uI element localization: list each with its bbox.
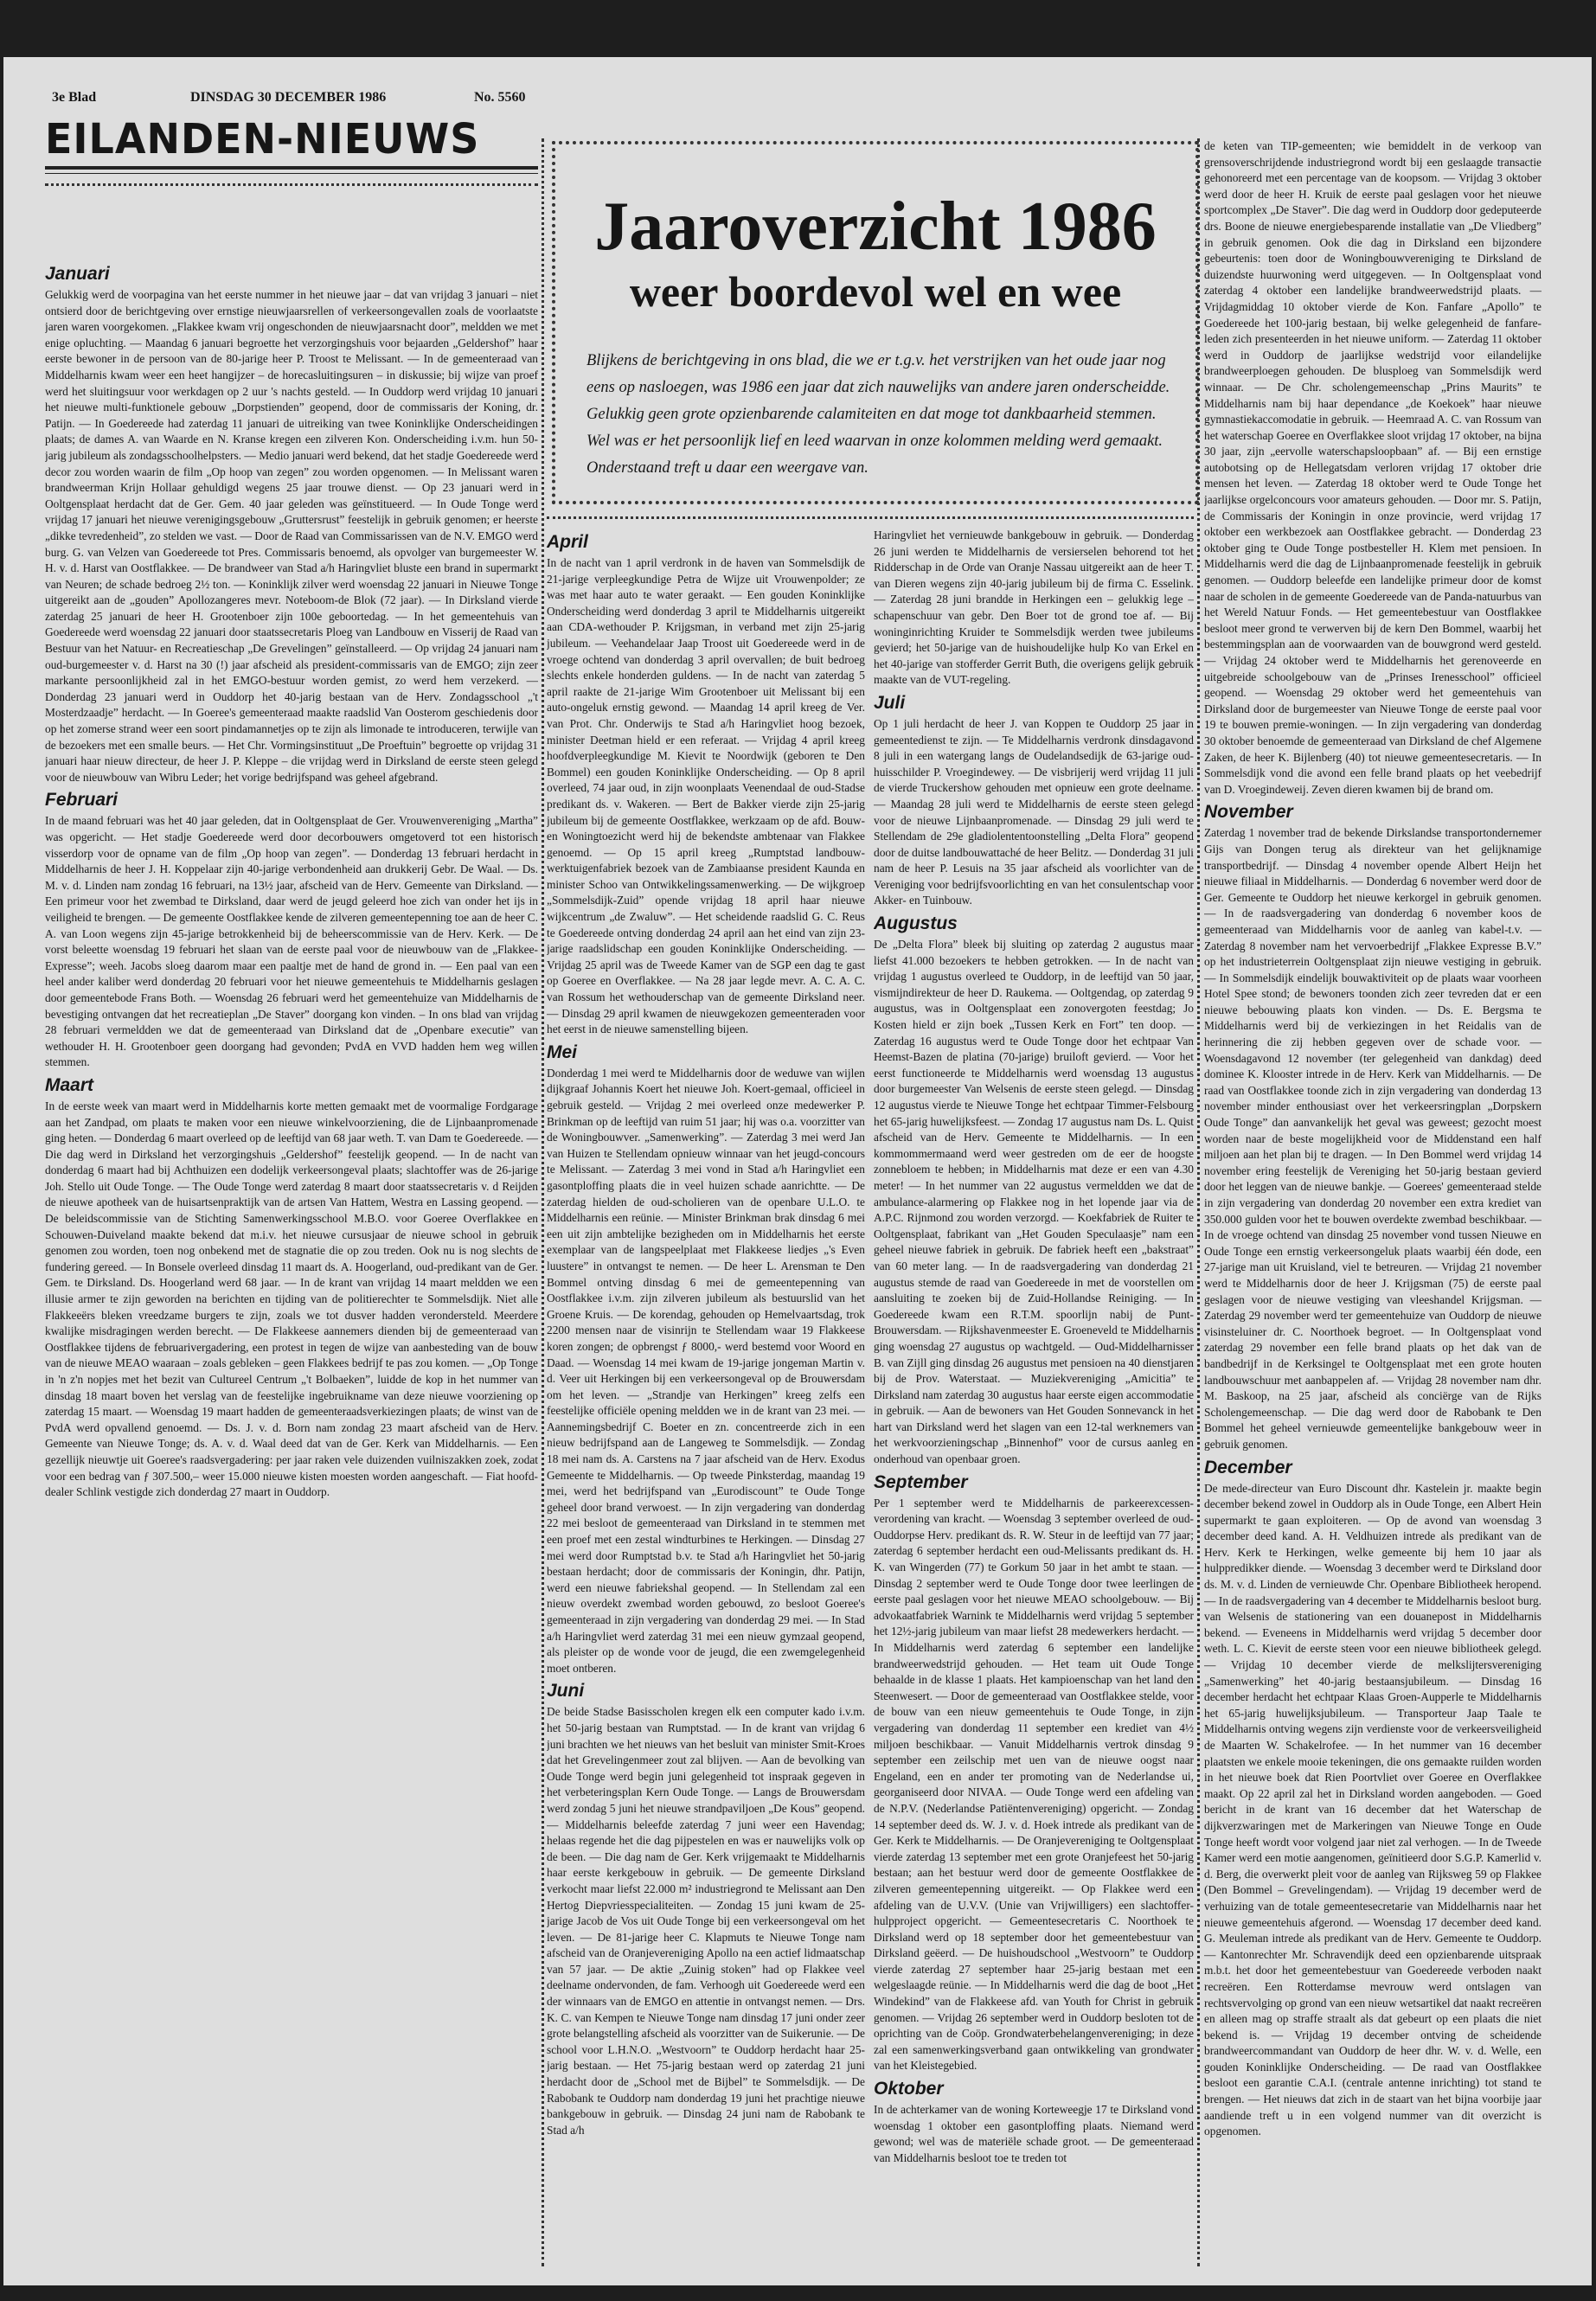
section-text-oktober-continued: de keten van TIP-gemeenten; wie bemiddelt in de verkoop van grensoverschrijdende industriegrond wordt bij een geslaagde transactie gehonoreerd met een percentage van de koopsom. — Vrijdag 3 oktober werd door de heer H. Kruik de eerste paal geslagen voor het nieuwe sportcomplex „De Staver”. Die dag werd in Ouddorp door gedeputeerde drs. Boone de nieuwe energiebesparende installatie van „De Vliedberg” in gebruik genomen. Ook die dag in Dirksland een bijzondere gebeurtenis: toen door de Woningbouwvereniging te Dirksland de duizendste huurwoning werd uitgegeven. — In Ooltgensplaat vond zaterdag 4 oktober een landelijke brandweerwedstrijd plaats. — Vrijdagmiddag 10 oktober vierde de Kon. Fanfare „Apollo” te Goedereede het 100-jarig bestaan, bij welke gelegenheid de fanfare-leden zich presenteerden in het nieuwe uniform. — Zaterdag 11 oktober werd in Ouddorp de jaarlijkse wedstrijd voor eilandelijke brandweerploegen gehouden. De blusploeg van Sommelsdijk werd winnaar. — De Chr. scholengemeenschap „Prins Maurits” te Middelharnis nam bij haar dependance „de Koekoek” haar nieuwe gymnastiekaccomodatie in gebruik. — Heemraad A. C. van Rossum van het waterschap Goeree en Overflakkee sloot vrijdag 17 oktober, na bijna 30 jaar, zijn „eervolle waterschapsloopbaan” af. — Bij een ernstige autobotsing op de Hellegatsdam verloren vrijdag 17 oktober drie mensen het leven. — Zaterdag 18 oktober werd te Oude Tonge het jaarlijkse orgelconcours voor amateurs gehouden. — Door mr. S. Patijn, de Commissaris der Koningin in onze provincie, werd vrijdag 17 oktober een werkbezoek aan Oostflakkee gebracht. — Donderdag 23 oktober ging te Oude Tonge postbesteller H. Klem met pensioen. In Middelharnis werd die dag de Lijnbaanpromenade feestelijk in gebruik genomen. — Ouddorp beleefde een landelijke primeur door de komst naar de scholen in de gemeente Goedereede van de Panda-natuurbus van het Wereld Natuur Fonds. — Het gemeentebestuur van Oostflakkee besloot meer grond te verwerven bij de kern Den Bommel, waarbij het bestemmingsplan aan de voorwaarden van de bouwgrond werd gesteld. — Vrijdag 24 oktober werd te Middelharnis het gerenoveerde en uitgebreide schoolgebouw van de „Prinses Irenesschool” officieel geopend. — Woensdag 29 oktober werd het gemeentehuis van Dirksland door de burgemeester van Nieuwe Tonge de eerste paal voor 19 te bouwen premie-woningen. — In zijn vergadering van donderdag 30 oktober benoemde de gemeenteraad van Dirksland de chef Algemene Zaken, de heer K. Bijlenberg (40) tot nieuwe gemeentesecretaris. — In Sommelsdijk vond die avond een felle brand plaats op het veebedrijf van D. Vroegindeweij. Zeven dieren kwamen bij de brand om.: [1204, 139, 1542, 796]
section-heading-september: September: [874, 1471, 968, 1492]
intro-line: Onderstaand treft u daar een weergave van.: [586, 459, 869, 477]
section-text-juni: De beide Stadse Basisscholen kregen elk een computer kado i.v.m. het 50-jarig bestaan van Rumptstad. — In de krant van vrijdag 6 juni brachten we het nieuws van het besluit van minister Smit-Kroes dat het Grevelingenmeer zout zal blijven. — Aan de bevolking van Oude Tonge werd begin juni gelegenheid tot inspraak gegeven in het verbeteringsplan Kern Oude Tonge. — Langs de Brouwersdam werd zondag 5 juni het nieuwe strandpaviljoen „De Kous” geopend. — Middelharnis beleefde zaterdag 7 juni weer een Havendag; helaas regende het die dag pijpestelen en was er nauwelijks volk op de been. — Die dag nam de Ger. Kerk vrijgemaakt te Middelharnis haar eerste kerkgebouw in gebruik. — De gemeente Dirksland verkocht maar liefst 22.000 m² industriegrond te Melissant aan Den Hertog Diepvriesspecialiteiten. — Zondag 15 juni kwam de 25-jarige Jacob de Vos uit Oude Tonge bij een verkeersongeval om het leven. — De 81-jarige heer C. Klapmuts te Nieuwe Tonge nam afscheid van de Oranjevereniging Apollo na een actief lidmaatschap van 57 jaar. — De aktie „Zuinig stoken” had op Flakkee veel deelname ondervonden, de fam. Verhoogh uit Goedereede werd een der winnaars van de EMGO en attentie in ontvangst nemen. — Drs. K. C. van Kempen te Nieuwe Tonge nam dinsdag 17 juni onder zeer grote belangstelling afscheid als voorzitter van de Suikerunie. — De school voor L.H.N.O. „Westvoorn” te Ouddorp herdacht haar 25-jarig bestaan. — Het 75-jarig bestaan werd op zaterdag 21 juni herdacht door de „School met de Bijbel” te Sommelsdijk. — De Rabobank te Ouddorp nam donderdag 19 juni het prachtige nieuwe bankgebouw in gebruik. — Dinsdag 24 juni nam de Rabobank te Stad a/h: [547, 1705, 865, 2137]
column-4: [1204, 138, 1542, 2266]
intro-line: Blijkens de berichtgeving in ons blad, die we er t.g.v. het verstrijken van het oude jaar nog: [586, 352, 1166, 369]
headline-intro: [586, 348, 1175, 482]
masthead-thin-rule: [45, 173, 538, 174]
masthead-rule: [45, 166, 538, 170]
intro-line: eens op nasloegen, was 1986 een jaar dat zich nauwelijks van andere jaren onderscheidde.: [586, 379, 1170, 396]
section-text-september: Per 1 september werd te Middelharnis de parkeerexcessen-verordening van kracht. — Woensdag 3 september overleed de oud-Ouddorpse Herv. predikant ds. R. W. Steur in de leeftijd van 77 jaar; zaterdag 6 september herdacht een oud-Melissants predikant ds. H. K. van Wingerden (77) te Gorkum 50 jaar in het ambt te staan. — Dinsdag 2 september werd te Oude Tonge door twee leerlingen de eerste paal geslagen voor het nieuwe MEAO schoolgebouw. — Bij advokaatfabriek Warnink te Middelharnis werd vrijdag 5 september het 12½-jarig jubileum van maar liefst 28 medewerkers herdacht. — In Middelharnis werd zaterdag 6 september een landelijke brandweerwedstrijd gehouden. — Het team uit Oude Tonge behaalde in de klasse 1 plaats. Het kampioenschap van het land den Steenwesert. — Door de gemeenteraad van Oostflakkee stelde, voor de bouw van een nieuw gemeentehuis te Oude Tonge, in zijn vergadering van donderdag 11 september een krediet van 4½ miljoen beschikbaar. — Vanuit Middelharnis vertrok dinsdag 9 september een zeilschip met uen van de nieuwe oogst naar Engeland, een en ander ter promoting van de Nederlandse ui, georganiseerd door NIVAA. — Oude Tonge werd een afdeling van de N.P.V. (Nederlandse Patiëntenvereniging) opgericht. — Zondag 14 september deed ds. W. J. v. d. Hoek intrede als predikant van de Ger. Kerk te Middelharnis. — De Oranjevereniging te Ooltgensplaat vierde zaterdag 13 september met een grote Oranjefeest het 50-jarig bestaan; aan het bestuur werd door de gemeente Oostflakkee de zilveren gemeentepenning uitgereikt. — Op Flakkee werd een afdeling van de U.V.V. (Unie van Vrijwilligers) een slachtoffer-hulpproject opgericht. — Gemeentesecretaris C. Noorthoek te Dirksland werd op 18 september door het gemeentebestuur van Dirksland geëerd. — De huishoudschool „Westvoorn” te Ouddorp vierde zaterdag 27 september haar 25-jarig bestaan met een welgeslaagde reünie. — In Middelharnis werd die dag de boot „Het Windekind” van de Flakkeese afd. van Youth for Christ in gebruik genomen. — Vrijdag 26 september werd in Ouddorp besloten tot de oprichting van de Coöp. Grondwaterbehelangenvereniging; in deze zal een samenwerkingsverband gaan ontwikkeling van grondwater van het Kleistegebied.: [874, 1496, 1194, 2073]
intro-line: Wel was er het persoonlijk lief en leed waarvan in onze kolommen melding werd gemaakt.: [586, 433, 1163, 450]
intro-line: Gelukkig geen grote opzienbarende calamiteiten en dat moge tot dankbaarheid stemmen.: [586, 406, 1157, 423]
column-3: [874, 528, 1194, 2266]
section-text-november: Zaterdag 1 november trad de bekende Dirkslandse transportondernemer Gijs van Dongen terug als direkteur van het gelijknamige transportbedrijf. — Dinsdag 4 november opende Albert Heijn het nieuwe filiaal in Middelharnis. — Donderdag 6 november werd door de Ger. Gemeente te Ouddorp het nieuwe kerkorgel in gebruik genomen. — In de raadsvergadering van donderdag 6 november koos de gemeenteraad van Middelharnis voor de aanleg van kabel-t.v. — Zaterdag 8 november nam het vervoerbedrijf „Flakkee Expresse B.V.” op het industrieterrein Ooltgensplaat zijn nieuwe vestiging in gebruik. — In Sommelsdijk eindelijk bouwaktiviteit op de plaats waar voorheen Hotel Spee stond; de bewoners toonden zich zeer tevreden dat er een nieuwe bebouwing plaats kon vinden. — Ds. E. Bergsma te Middelharnis werd bij de verkiezingen in het Reidalis van de herinnering die zij hebben gegeven over de schade voor. — Woensdagavond 12 november (ter gelegenheid van dankdag) deed dominee K. Klooster intrede in de Herv. Kerk van Middelharnis. — De raad van Oostflakkee toonde zich in zijn vergadering van donderdag 13 november minder enthousiast over het verkeersringplan „Dorpskern Oude Tonge” dan aanvankelijk het geval was geweest; gezocht moest worden naar de beste mogelijkheid voor de Middenstand een half miljoen aan het plan bij te dragen. — In Den Bommel werd vrijdag 14 november ering feestelijk de Vereniging het 50-jarig bestaan gevierd door het leggen van de nieuwe bankje. — Goerees' gemeenteraad stelde in zijn vergadering van donderdag 20 november een extra krediet van 350.000 gulden voor het te bouwen overdekte zwembad beschikbaar. — In de vroege ochtend van dinsdag 25 november vond tussen Nieuwe en Oude Tonge een ernstig verkeersongeluk plaats waarbij één dode, een 27-jarige man uit Kruisland, viel te betreuren. — Vrijdag 21 november werd te Middelharnis door de heer J. Krijgsman (75) de eerste paal geslagen voor de nieuwe vestiging van vleeshandel Krijgsman. — Zaterdag 29 november werd ter gemeentehuize van Ouddorp de nieuwe visinsteluiner dr. C. Noorthoek begroet. — In Ooltgensplaat vond zaterdag 29 november een felle brand plaats op het dak van de bandbedrijf in de Kerksingel te Ooltgensplaat met een grote houten landbouwschuur met aanbappelen af. — Vrijdag 28 november nam dhr. M. Baskoop, na 25 jaar, afscheid als conciërge van de Rijks Scholengemeenschap. — Die dag werd door de Rabobank te Den Bommel het geheel vernieuwde gemeentelijke bankgebouw weer in gebruik genomen.: [1204, 826, 1542, 1451]
masthead: EILANDEN-NIEUWS: [45, 113, 480, 163]
page-label: 3e Blad: [52, 90, 97, 105]
section-text-december: De mede-directeur van Euro Discount dhr. Kastelein jr. maakte begin december bekend zowel in Ouddorp als in Oude Tonge, een Albert Hein supermarkt te gaan exploiteren. — Op de avond van woensdag 3 december deed kand. A. H. Veldhuizen intrede als predikant van de Herv. Kerk te Herkingen, welke gemeente bij hem 10 jaar als hulppredikker diende. — Woensdag 3 december werd te Dirksland door ds. M. v. d. Linden de vernieuwde Chr. Openbare Bibliotheek heropend. — In de raadsvergadering van 4 december te Middelharnis besloot burg. van Welsenis de stationering van een douanepost in Middelharnis bekend. — Eveneens in Middelharnis werd vrijdag 5 december door weth. L. C. Kievit de eerste steen voor een nieuwe bibliotheek gelegd. — Vrijdag 10 december vierde de melkslijtersvereniging „Samenwerking” het 40-jarig bestaansjubileum. — Dinsdag 16 december herdacht het echtpaar Klaas Groen-Aupperle te Middelharnis het 65-jarig huwelijksjubileum. — Transporteur Jaap Taale te Middelharnis ontving wegens zijn verdienste voor de verkeersveiligheid de Maarten W. Schakelrofee. — In het nummer van 16 december plaatsten we enkele mooie tekeningen, die ons gemaakte ruilden worden in het nieuwe boek dat Rien Poortvliet over Goeree en Overflakkee maakt. Op 22 april zal het in Dirksland worden aangeboden. — Goed bericht in de krant van 16 december dat het Waterschap de dijkverzwaringen met de Markeringen van Nieuwe Tonge en Oude Tonge heeft wordt voor volgend jaar niet zal verhogen. — In de Tweede Kamer werd een motie aangenomen, geïnitieerd door S.G.P. Kamerlid v. d. Berg, die overwerkt pleit voor de aanleg van Rijksweg 59 op Flakkee (Den Bommel – Grevelingendam). — Vrijdag 19 december werd de verhuizing van de totale gemeentesecretarie van Middelharnis naar het nieuwe gemeentehuis afgerond. — Woensdag 17 december deed kand. G. Meuleman intrede als predikant van de Herv. Gemeente te Ouddorp. — Kantonrechter Mr. Schravendijk deed een opzienbarende uitspraak m.b.t. het door het gemeentebestuur van Goedereede verboden naakt recreëren. Een Rotterdamse mevrouw werd ontslagen van rechtsvervolging op grond van een nieuw wetsartikel dat naakt recreëren en alleen mag op straffe straalt als dat gebeurt op een plaats die niet bekend is. — Vrijdag 19 december ontving de scheidende brandweercommandant van Ouddorp de heer dhr. W. v. d. Welle, een gouden Koninklijke Onderscheiding. — De raad van Oostflakkee besloot een garantie C.A.I. (centrale antenne inrichting) tot stand te brengen. — Het nieuws dat zich in de staart van het bijna voorbije jaar aandiende treft u in een volgend nummer van dit overzicht is opgenomen.: [1204, 1481, 1542, 2138]
issue-number: No. 5560: [474, 90, 526, 105]
column-rule: [547, 516, 1194, 519]
headline-box: [552, 141, 1199, 504]
section-text-april: In de nacht van 1 april verdronk in de haven van Sommelsdijk de 21-jarige verpleegkundige Petra de Wijze uit Vrouwenpolder; ze was met haar auto te water geraakt. — Een gouden Koninklijke Onderscheiding werd donderdag 3 april te Middelharnis uitgereikt aan CDA-wethouder P. Krijgsman, in verband met zijn 25-jarig jubileum. — Veehandelaar Jaap Troost uit Goedereede werd in de vroege ochtend van donderdag 3 april overvallen; de buit bedroeg slechts enkele honderden guldens. — In de nacht van zaterdag 5 april raakte de 21-jarige Wim Grootenboer uit Melissant bij een auto-ongeluk ernstig gewond. — Maandag 14 april kreeg de Ver. van Prot. Chr. Onderwijs te Stad a/h Haringvliet hoog bezoek, minister Deetman hield er een referaat. — Vrijdag 4 april kreeg hoofdverpleegkundige M. Kievit te Noordwijk (geboren te Den Bommel) een gouden Koninklijke Onderscheiding. — Op 8 april overleed, 74 jaar oud, in zijn woonplaats Veenendaal de oud-Stadse predikant ds. v. Wakeren. — Bert de Bakker vierde zijn 25-jarig jubileum bij de gemeente Oostflakkee, werkzaam op de afd. Bouw- en Woningtoezicht werd hij de bekendste ambtenaar van Flakkee genoemd. — Op 15 april kreeg „Rumptstad landbouw-werktuigenfabriek bezoek van de Zambiaanse president Kaunda en minister Schoo van Ontwikkelingssamenwerking. — De wijkgroep „Sommelsdijk-Zuid” opende vrijdag 18 april haar nieuwe wijkcentrum „de Zwaluw”. — Het scheidende raadslid G. C. Reus te Goedereede ontving donderdag 24 april aan het eind van zijn 23-jarige raadslidschap een gouden Koninklijke Onderscheiding. — Vrijdag 25 april was de Tweede Kamer van de SGP een dag te gast op Goeree en Overflakkee. — Na 28 jaar legde mevr. A. C. A. C. van Rossum het wethouderschap van de gemeente Dirksland neer. — Dinsdag 29 april kwamen de nieuwgekozen gemeenteraden voor het eerst in de nieuwe samenstelling bijeen.: [547, 556, 865, 1036]
section-text-maart: In de eerste week van maart werd in Middelharnis korte metten gemaakt met de voormalige Fordgarage aan het Zandpad, om plaats te maken voor een nieuwe winkelvoorziening, die de Lijnbaanpromenade ging heten. — Donderdag 6 maart overleed op de leeftijd van 68 jaar weth. T. van Dam te Goedereede. — Die dag werd in Dirksland het verzorgingshuis „Geldershof” feestelijk geopend. — In de nacht van donderdag 6 maart had bij Achthuizen een dodelijk verkeersongeval plaats; slachtoffer was de 26-jarige Joh. Stello uit Oude Tonge. — The Oude Tonge werd zaterdag 8 maart door staatssecretaris v. d Reijden de nieuwe apotheek van de huisartsenpraktijk van de artsen Van Hattem, Westra en Lassing geopend. — De beleidscommissie van de Stichting Samenwerkingsschool M.B.O. voor Goeree Overflakkee en Schouwen-Duiveland maakte bekend dat m.i.v. het nieuwe cursusjaar de nieuwe school in gebruik genomen zou worden, toen nog onbekend met de stagnatie die op zou treden. Ook nu is nog slechts de fundering gereed. — In Bonsele overleed dinsdag 11 maart ds. A. Hoogerland, oud-predikant van de Ger. Gem. te Dirksland. Ds. Hoogerland werd 68 jaar. — In de krant van vrijdag 14 maart meldden we een illusie armer te zijn geworden na berichten en tijding van de politierechter te Sommelsdijk. Niet alle Flakkeeërs bleken vreedzame burgers te zijn, zoals we tot dusver hadden verondersteld. Meerdere kwalijke misdragingen werden berecht. — De Flakkeese aannemers dienden bij de gemeenteraad van Oostflakkee tijdens de februarivergadering, een protest in tegen de wijze van aanbesteding van de bouw van de nieuwe MEAO waaraan – zoals gebleken – geen Flakkees bedrijf te pas zou komen. — „Op Tonge in 'n z'n nopjes met het bezit van Cultureel Centrum „'t Bolbaeken”, luidde de kop in het nummer van dinsdag 18 maart boven het verslag van de feestelijke ingebruikname van deze nieuwe voorziening op zaterdag 15 maart. — Woensdag 19 maart hadden de gemeenteraadsverkiezingen plaats; de winst van de PvdA werd opvallend genoemd. — Ds. J. v. d. Born nam zondag 23 maart afscheid van de Herv. Gemeente van Nieuwe Tonge; ds. A. v. d. Waal deed dat van de Ger. Kerk van Middelharnis. — Een gezellijk nieuwtje uit Goeree's raadsvergadering: per jaar raken vele duizenden vuilniszakken zoek, zodat voor een bedrag van ƒ 307.500,– weer 15.000 nieuwe kisten moesten worden aangeschaft. — Fiat hoofd-dealer Schlink vestigde zich donderdag 27 maart in Ouddorp.: [45, 1099, 538, 1499]
section-heading-januari: Januari: [45, 264, 110, 284]
section-heading-februari: Februari: [45, 790, 119, 811]
section-heading-december: December: [1204, 1457, 1292, 1477]
section-heading-mei: Mei: [547, 1042, 578, 1062]
section-heading-augustus: Augustus: [874, 913, 958, 934]
section-heading-oktober: Oktober: [874, 2079, 944, 2099]
section-text-februari: In de maand februari was het 40 jaar geleden, dat in Ooltgensplaat de Ger. Vrouwenvereniging „Martha” was opgericht. — Het stadje Goedereede werd door decorbouwers omgetoverd tot een historisch visserdorp voor de opname van de film „Op hoop van zegen”. — Donderdag 13 februari herdacht in Middelharnis de heer J. H. Koppelaar zijn 40-jarige verbondenheid aan drukkerij Gebr. De Waal. — Ds. M. v. d. Linden nam zondag 16 februari, na 13½ jaar, afscheid van de Herv. Gemeente van Dirksland. — Een primeur voor het zwembad te Dirksland, daar werd de jeugd geleerd hoe zich van onder het ijs in veiligheid te brengen. — De gemeente Oostflakkee kende de zilveren gemeentepenning toe aan de heer C. A. van Loon wegens zijn 45-jarige betrokkenheid bij de beheerscommissie van de Herv. Kerk. — De vorst beleette woensdag 19 februari het slaan van de eerste paal voor de nieuwbouw van de „Flakkee-Expresse”; weeh. Jacobs sloeg daarom maar een paaltje met de hand de grond in. — Een paal van een heel ander kaliber werd donderdag 20 februari voor het nieuwe gemeentehuis te Middelharnis geslagen door gemeentebode Frans Both. — Woensdag 26 februari werd het gemeentehuize van Middelharnis de bevestiging ontvangen dat het recreatieplan „De Staver” doorgang kon vinden. – In ons blad van vrijdag 28 februari vermeldden we dat de gemeenteraad van Dirksland dat de „Openbare executie” van wethouder H. H. Grootenboer geen doorgang had gevonden; PvdA en VVD hadden hem weg willen stemmen.: [45, 814, 538, 1069]
issue-date: DINSDAG 30 DECEMBER 1986: [190, 90, 387, 105]
column-divider: [1197, 138, 1200, 2266]
section-text-mei: Donderdag 1 mei werd te Middelharnis door de weduwe van wijlen dijkgraaf Johannis Koert het nieuwe Joh. Koert-gemaal, officieel in gebruik gesteld. — Vrijdag 2 mei overleed onze medewerker P. Brinkman op de leeftijd van ruim 51 jaar; hij was o.a. voorzitter van de Woningbouwver. „Samenwerking”. — Zaterdag 3 mei werd Jan van Huizen te Stellendam opnieuw winnaar van het jeugd-concours te Melissant. — Zaterdag 3 mei vond in Stad a/h Haringvliet een gasontploffing plaats die in veel huizen schade aanrichtte. — De zaterdag hielden de oud-scholieren van de openbare U.L.O. te Middelharnis een reünie. — Minister Brinkman brak dinsdag 6 mei een uit zijn ambtelijke bezigheden om in Middelharnis het eerste exemplaar van de langspeelplaat met Flakkeese liedjes „'s Even luustere” in ontvangst te nemen. — De heer L. Arensman te Den Bommel ontving dinsdag 6 mei de gemeentepenning van Oostflakkee i.v.m. zijn zilveren jubileum als bestuurslid van het Groene Kruis. — De korendag, gehouden op Hemelvaartsdag, trok 2200 mensen naar de visinrijn te Stellendam waar 19 Flakkeese koren zongen; de opbrengst ƒ 8000,- werd bestemd voor Woord en Daad. — Woensdag 14 mei kwam de 19-jarige jongeman Martin v. d. Veer uit Herkingen bij een verkeersongeval op de Brouwersdam om het leven. — „Strandje van Herkingen” kreeg zelfs een feestelijke officiële opening meldden we in de krant van 23 mei. — Aannemingsbedrijf C. Boeter en zn. concentreerde zich in een nieuw bedrijfspand aan de Langeweg te Sommelsdijk. — Zondag 18 mei nam ds. A. Carstens na 7 jaar afscheid van de Herv. Exodus Gemeente te Middelharnis. — Op tweede Pinksterdag, maandag 19 mei, werd het bedrijfspand van „Eurodiscount” te Oude Tonge geheel door brand verwoest. — In zijn vergadering van donderdag 22 mei besloot de gemeenteraad van Dirksland in te stemmen met een proef met een zestal windturbines te Herkingen. — Dinsdag 27 mei werd door Rumptstad b.v. te Stad a/h Haringvliet het 50-jarig bestaan herdacht; door de commissaris der Koningin, dhr. Patijn, werd een nieuwe fabriekshal geopend. — In Stellendam zal een nieuw overdekt zwembad worden gebouwd, zo besloot Goeree's gemeenteraad in zijn vergadering van donderdag 29 mei. — In Stad a/h Haringvliet werd zaterdag 31 mei een nieuw gymzaal geopend, als pleister op de wonde voor de jeugd, die een zwemgelegenheid moet ontberen.: [547, 1066, 865, 1675]
section-heading-april: April: [547, 532, 588, 552]
headline-title: Jaaroverzicht 1986: [594, 189, 1157, 265]
column-rule: [45, 183, 538, 186]
headline-subtitle: weer boordevol wel en wee: [629, 267, 1122, 316]
column-1: [45, 260, 538, 2266]
section-heading-november: November: [1204, 802, 1293, 823]
section-text-juni-continued: Haringvliet het vernieuwde bankgebouw in gebruik. — Donderdag 26 juni werden te Middelharnis de versierselen behorend tot het Ridderschap in de Orde van Oranje Nassau uitgereikt aan de heer T. van Dieren wegens zijn 40-jarig jubileum bij de firma C. Esselink. — Zaterdag 28 juni brandde in Herkingen een – gelukkig lege – schapenschuur van gebr. Den Boer tot de grond toe af. — Bij woninginrichting Kruider te Sommelsdijk werden twee jubileums gevierd; het 50-jarige van de huishoudelijke hulp Ko van Erkel en het 40-jarige van stofferder Gerrit Buth, die overigens gelijk gebruik maakte van de VUT-regeling.: [874, 529, 1194, 687]
section-text-juli: Op 1 juli herdacht de heer J. van Koppen te Ouddorp 25 jaar in gemeentedienst te zijn. — Te Middelharnis verdronk dinsdagavond 8 juli in een watergang langs de Oudelandsedijk de 63-jarige oud-huisschilder P. Vroegindewey. — De visbrijerij werd vrijdag 11 juli de vierde Truckershow gehouden met opnieuw een grote deelname. — Maandag 28 juli werd te Middelharnis de eerste steen gelegd voor de nieuwe Lijnbaanpromenade. — Dinsdag 29 juli werd te Stellendam de 29e gladiolententoonstelling „Delta Flora” geopend door de duitse landbouwattaché de heer Belitz. — Donderdag 31 juli nam de heer P. Lesuis na 35 jaar afscheid als voorlichter van de Vereniging voor bedrijfsvoorlichting en van het consulentschap voor Akker- en Tuinbouw.: [874, 716, 1194, 907]
section-heading-juli: Juli: [874, 692, 906, 713]
section-text-oktober: In de achterkamer van de woning Korteweegje 17 te Dirksland vond woensdag 1 oktober een gasontploffing plaats. Niemand werd gewond; wel was de materiële schade groot. — De gemeenteraad van Middelharnis besloot toe te treden tot: [874, 2103, 1194, 2164]
section-heading-maart: Maart: [45, 1074, 94, 1095]
column-2: [547, 528, 865, 2266]
section-text-januari: Gelukkig werd de voorpagina van het eerste nummer in het nieuwe jaar – dat van vrijdag 3 januari – niet ontsierd door de berichtgeving over ernstige nieuwjaarsrellen of verkeersongevallen zoals de voorlaatste jaren waren voorgekomen. „Flakkee kwam vrij ongeschonden de nieuwjaarsnacht door”, meldden we met enige opluchting. — Maandag 6 januari begroette het verzorgingshuis voor bejaarden „Geldershof” haar eerste bewoner in de persoon van de 80-jarige heer P. Troost te Melissant. — In de gemeenteraad van Middelharnis kwam weer een heet hangijzer – de horecasluitingsuren – in diskussie; bij wijze van proef werd het sluitingsuur voor werkdagen op 2 uur 's nachts gesteld. — In Ouddorp werd vrijdag 10 januari het nieuwe multi-funktionele gebouw „Dorpstienden” geopend, door de commissaris der Koning, dr. Patijn. — In Goedereede had zaterdag 11 januari de uitreiking van twee Koninklijke Onderscheidingen plaats; de dames A. van Waarde en N. Kranse kregen een zilveren Kon. Onderscheiding i.v.m. hun 50-jarig jubileum als zondagsschoolhelpsters. — Medio januari werd bekend, dat het stadje Goedereede werd decor zou worden waarin de film „Op hoop van zegen” zou worden opgenomen. — In Melissant waren brandweerman Krijn Hollaar gehuldigd wegens 25 jaar trouwe dienst. — Op 23 januari werd in Ooltgensplaat herdacht dat de Ger. Gem. 40 jaar geleden was geïnstitueerd. — In Oude Tonge werd vrijdag 17 januari het nieuwe verenigingsgebouw „Gruttersrust” feestelijk in gebruik genomen; er heerste „dikke tevredenheid”, zo stelden we vast. — Door de Raad van Commissarissen van de N.V. EMGO werd burg. G. van Velzen van Goedereede tot Pres. Commissaris benoemd, als opvolger van burgemeester W. H. v. d. Harst van Oostflakkee. — De brandweer van Stad a/h Haringvliet bluste een brand in supermarkt van Neuren; de schade bedroeg 2½ ton. — Koninklijk zilver werd woensdag 22 januari in Nieuwe Tonge uitgereikt aan de „gouden” Apollozangeres mevr. Noteboom-de Blok (72 jaar). — In Dirksland vierde zaterdag 25 januari de heer H. Grootenboer zijn 100e geboortedag. — In het gemeentehuis van Goedereede werd woensdag 22 januari door staatssecretaris Ploeg van Landbouw en Visserij de Raad van Bestuur van het Natuur- en Recreatieschap „De Grevelingen” geïnstalleerd. — Op vrijdag 24 januari nam oud-burgemeester v. d. Harst na 30 (!) jaar afscheid als president-commissaris van de EMGO; zijn zeer markante persoonlijkheid zal in het EMGO-bestuur worden gemist, zo werd hem verzekerd. — Donderdag 23 januari werd in Ouddorp het 40-jarig bestaan van de Herv. Zondagsschool „'t Mosterdzaadje” herdacht. — In Goeree's gemeenteraad maakte raadslid Van Oosterom geschiedenis door op het zomerse strand weer een soort pindamannetjes op te zijn als limonade te introduceren, terwijle van de bezoekers met een smalle beurs. — Het Chr. Vormingsinstituut „De Proeftuin” begroette op vrijdag 31 januari haar nieuw directeur, de heer J. P. Kleppe – die vrijdag werd in Dirksland de eerste steen gelegd voor de nieuwbouw van Wibru Leder; het vorige bedrijfspand was geheel afgebrand.: [45, 288, 538, 784]
section-heading-juni: Juni: [547, 1681, 585, 1702]
column-divider: [542, 138, 544, 2266]
section-text-augustus: De „Delta Flora” bleek bij sluiting op zaterdag 2 augustus maar liefst 41.000 bezoekers te hebben getrokken. — In de nacht van vrijdag 1 augustus overleed te Ouddorp, in de leeftijd van 50 jaar, vismijndirekteur de heer D. Raukema. — Ooltgendag, op zaterdag 9 augustus, was in Ooltgensplaat een zonovergoten feestdag; Jo Kosten hield er zijn boek „Tussen Kerk en Fort” ten doop. — Zaterdag 16 augustus werd te Oude Tonge door het echtpaar Van Heemst-Bazen de platina (70-jarige) bruiloft gevierd. — Voor het eerst functioneerde te Middelharnis werd woensdag 13 augustus door burgemeester Van Welsenis de eerste steen gelegd. — Dinsdag 12 augustus vierde te Nieuwe Tonge het echtpaar Timmer-Felsbourg het 65-jarig huwelijksfeest. — Zondag 17 augustus nam Ds. L. Quist afscheid van de Herv. Gemeente te Middelharnis. — In een kommommermaand werd weer gestreden om de eer de hoogste zonnebloem te hebben; in Middelharnis mat deze er een van 4.30 meter! — In het nummer van 22 augustus vermeldden we dat de ambulance-alarmering op Flakkee nog in het lopende jaar via de A.P.C. Rijnmond zou worden verzorgd. — Koekfabriek de Ruiter te Ooltgensplaat, fabrikant van „Het Gouden Speculaasje” nam een geheel nieuwe fabriek in gebruik. De fabriek heeft een „bakstraat” van 60 meter lang. — In de raadsvergadering van donderdag 21 augustus stemde de raad van Goedereede in met de voorstellen om aansluiting te zoeken bij de Zuid-Hollandse Reiniging. — In Goedereede kwam een R.T.M. spoorlijn nabij de Punt-Brouwersdam. — Rijkshavenmeester E. Groeneveld te Middelharnis ging woensdag 27 augustus op wachtgeld. — Oud-Middelharnisser B. van Zijll ging dinsdag 26 augustus met pensioen na 40 dienstjaren bij de Prov. Waterstaat. — Muziekvereniging „Amicitia” te Dirksland nam zaterdag 30 augustus haar eerste eigen accommodatie in gebruik. — Aan de bewoners van Het Gouden Sonnevanck in het hart van Dirksland werd het slagen van een 12-tal werknemers van het werkvoorzieningschap „Binnenhof” voor de cursus aanleg en onderhoud van openbaar groen.: [874, 938, 1194, 1466]
